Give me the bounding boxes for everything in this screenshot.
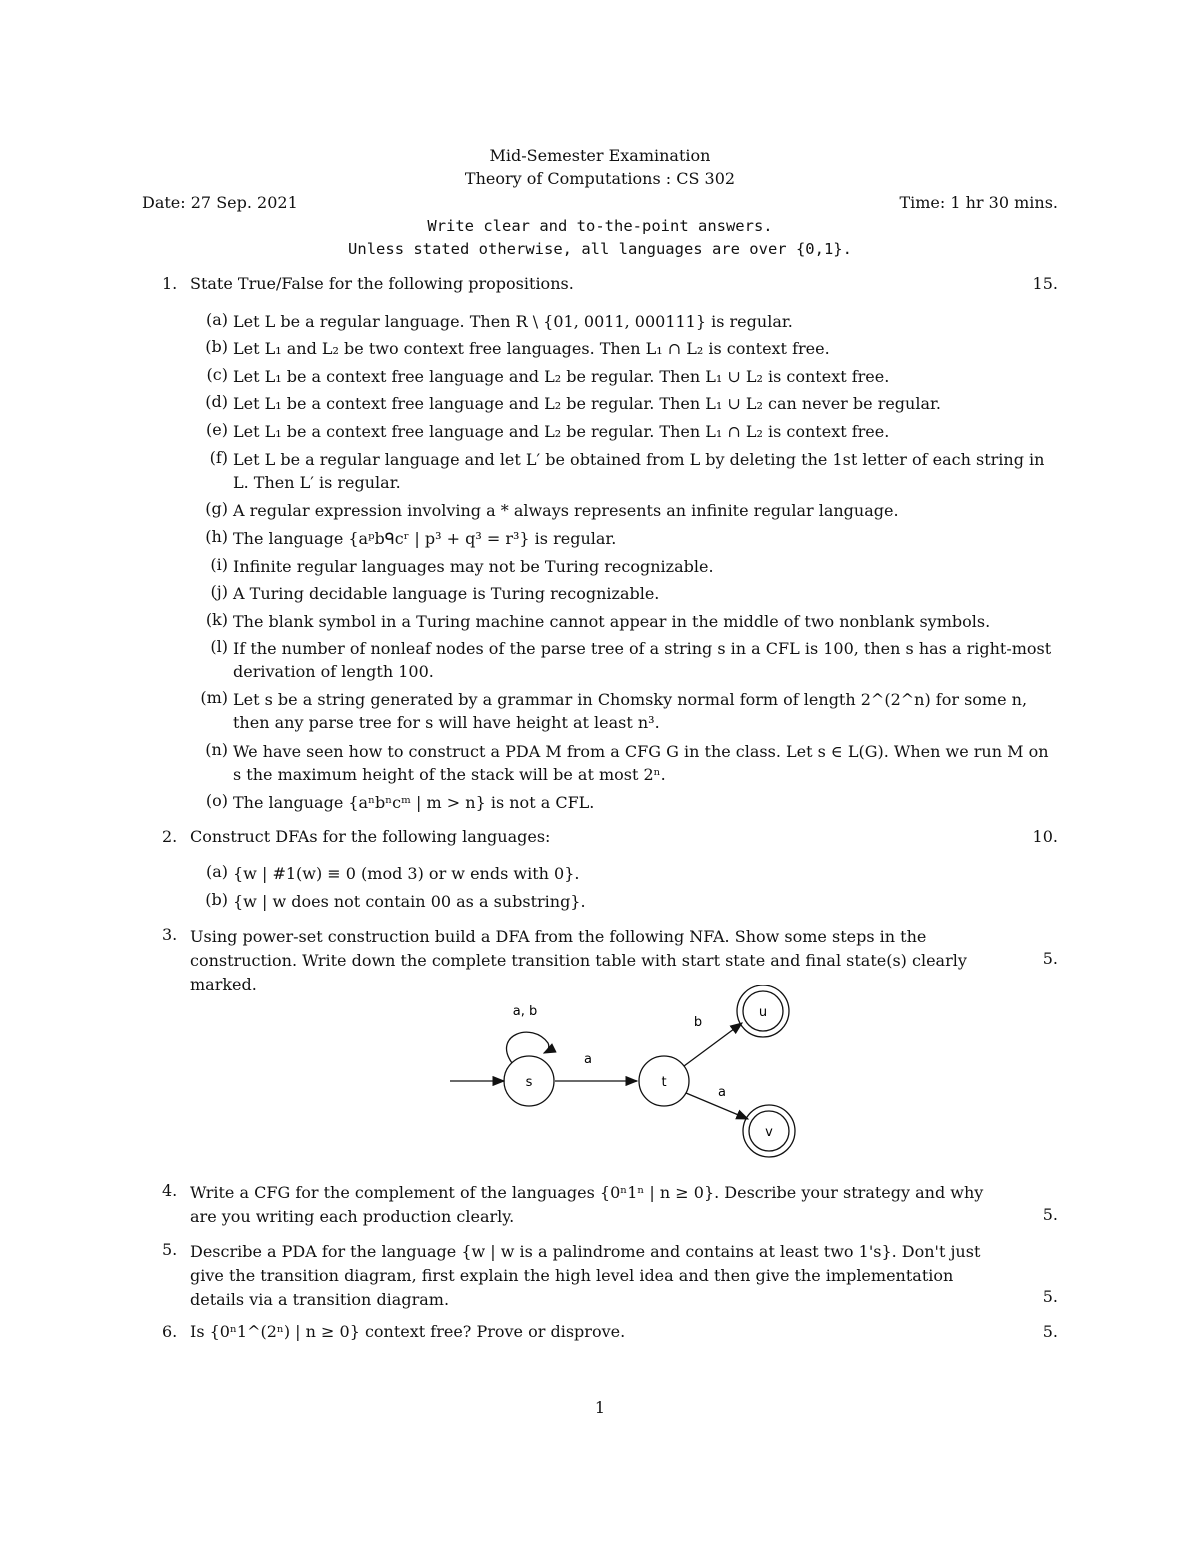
state-s xyxy=(504,1056,554,1106)
item-text: Let L₁ be a context free language and L₂ be regular. Then L₁ ∪ L₂ is context free. xyxy=(233,367,890,386)
item-text: A regular expression involving a * always represents an infinite regular language. xyxy=(233,501,899,520)
edge-label: b xyxy=(693,1015,703,1030)
question-marks: 5. xyxy=(1042,1205,1058,1224)
state-t xyxy=(639,1056,689,1106)
exam-date: Date: 27 Sep. 2021 xyxy=(142,193,298,212)
question-text: Write a CFG for the complement of the languages {0ⁿ1ⁿ | n ≥ 0}. Describe your strategy and why are you writing each production clearly. xyxy=(190,1183,984,1226)
item-text: Let L₁ and L₂ be two context free languages. Then L₁ ∩ L₂ is context free. xyxy=(233,339,830,358)
item-text: The language {aⁿbⁿcᵐ | m > n} is not a CFL. xyxy=(233,793,595,812)
state-label: s xyxy=(525,1075,533,1090)
question-text: Describe a PDA for the language {w | w is a palindrome and contains at least two 1's}. Don't just give the transition diagram, first explain the high level idea and then give the implementation details via a transition diagram. xyxy=(190,1242,981,1309)
item-text: Let L be a regular language and let L′ be obtained from L by deleting the 1st letter of each string in L. Then L′ is regular. xyxy=(233,450,1045,492)
question-number: 4. xyxy=(162,1181,178,1200)
instruction-1: Write clear and to-the-point answers. xyxy=(427,217,773,235)
course-title: Theory of Computations : CS 302 xyxy=(464,169,736,188)
item-text: {w | w does not contain 00 as a substring}. xyxy=(233,892,586,911)
loop-label: a, b xyxy=(512,1004,538,1019)
item-label: (m) xyxy=(200,688,228,707)
question-number: 2. xyxy=(162,827,178,846)
instruction-2: Unless stated otherwise, all languages are over {0,1}. xyxy=(348,240,852,258)
exam-title: Mid-Semester Examination xyxy=(489,146,711,165)
item-label: (a) xyxy=(205,310,228,329)
question-marks: 15. xyxy=(1032,274,1058,293)
item-text: Infinite regular languages may not be Turing recognizable. xyxy=(233,557,714,576)
item-text: Let L₁ be a context free language and L₂ be regular. Then L₁ ∩ L₂ is context free. xyxy=(233,422,890,441)
state-label: v xyxy=(765,1125,773,1140)
item-label: (f) xyxy=(209,448,228,467)
item-label: (l) xyxy=(210,637,228,656)
item-label: (e) xyxy=(206,420,228,439)
question-marks: 5. xyxy=(1042,1322,1058,1341)
item-label: (o) xyxy=(205,791,228,810)
edge-t-v xyxy=(686,1093,748,1119)
item-label: (i) xyxy=(210,555,228,574)
item-label: (b) xyxy=(205,337,228,356)
question-text: Using power-set construction build a DFA from the following NFA. Show some steps in the construction. Write down the complete transition table with start state and final state(s) clearly marked. xyxy=(190,927,967,994)
item-text: {w | #1(w) ≡ 0 (mod 3) or w ends with 0}. xyxy=(233,864,580,883)
nfa-diagram xyxy=(440,985,810,1160)
edge-label: a xyxy=(718,1085,726,1100)
question-number: 5. xyxy=(162,1240,178,1259)
question-marks: 5. xyxy=(1042,1287,1058,1306)
state-u xyxy=(737,985,789,1037)
exam-time: Time: 1 hr 30 mins. xyxy=(899,193,1058,212)
edge-label: a xyxy=(584,1052,592,1067)
question-number: 3. xyxy=(162,925,178,944)
item-label: (d) xyxy=(205,392,228,411)
item-label: (g) xyxy=(205,499,228,518)
item-label: (a) xyxy=(205,862,228,881)
item-text: Let s be a string generated by a grammar in Chomsky normal form of length 2^(2^n) for some n, then any parse tree for s will have height at least n³. xyxy=(233,690,1028,732)
question-marks: 5. xyxy=(1042,949,1058,968)
item-label: (k) xyxy=(205,610,228,629)
question-number: 6. xyxy=(162,1322,178,1341)
item-label: (b) xyxy=(205,890,228,909)
item-text: A Turing decidable language is Turing recognizable. xyxy=(233,584,660,603)
item-label: (j) xyxy=(210,582,228,601)
item-text: Let L be a regular language. Then R \ {01, 0011, 000111} is regular. xyxy=(233,312,793,331)
item-text: If the number of nonleaf nodes of the parse tree of a string s in a CFL is 100, then s has a right-most derivation of length 100. xyxy=(233,639,1052,681)
item-text: Let L₁ be a context free language and L₂ be regular. Then L₁ ∪ L₂ can never be regular. xyxy=(233,394,941,413)
item-label: (c) xyxy=(206,365,228,384)
item-label: (n) xyxy=(205,740,228,759)
edge-t-u xyxy=(684,1023,742,1066)
item-text: The blank symbol in a Turing machine cannot appear in the middle of two nonblank symbols. xyxy=(233,612,991,631)
item-label: (h) xyxy=(205,527,228,546)
item-text: The language {aᵖbᑫcʳ | p³ + q³ = r³} is regular. xyxy=(233,529,617,548)
question-text: State True/False for the following propositions. xyxy=(190,274,574,293)
question-number: 1. xyxy=(162,274,178,293)
question-marks: 10. xyxy=(1032,827,1058,846)
state-label: u xyxy=(758,1005,768,1020)
state-v xyxy=(743,1105,795,1157)
item-text: We have seen how to construct a PDA M from a CFG G in the class. Let s ∈ L(G). When we run M on s the maximum height of the stack will be at most 2ⁿ. xyxy=(233,742,1049,784)
page-number: 1 xyxy=(594,1398,606,1417)
state-label: t xyxy=(661,1075,667,1090)
question-text: Is {0ⁿ1^(2ⁿ) | n ≥ 0} context free? Prove or disprove. xyxy=(190,1322,626,1341)
self-loop xyxy=(507,1032,549,1063)
question-text: Construct DFAs for the following languages: xyxy=(190,827,551,846)
